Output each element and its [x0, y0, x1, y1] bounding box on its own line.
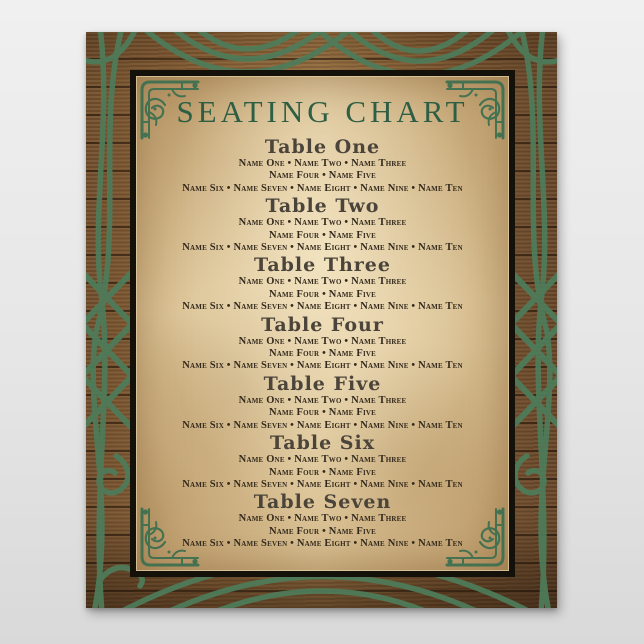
table-section — [136, 492, 509, 550]
table-names-line: Name Six • Name Seven • Name Eight • Name Nine • Name Ten — [182, 478, 463, 490]
table-names-line: Name Six • Name Seven • Name Eight • Name Nine • Name Ten — [182, 182, 463, 194]
table-names-line: Name One • Name Two • Name Three — [238, 276, 407, 288]
table-names-line: Name Six • Name Seven • Name Eight • Name Nine • Name Ten — [182, 242, 463, 254]
table-names-line: Name Four • Name Five — [268, 170, 377, 182]
table-section — [136, 255, 509, 313]
table-names-line: Name Six • Name Seven • Name Eight • Name Nine • Name Ten — [182, 360, 463, 372]
table-names-line: Name Four • Name Five — [268, 229, 377, 241]
table-section — [136, 137, 509, 195]
table-name: Table Six — [269, 432, 376, 455]
table-names-line: Name One • Name Two • Name Three — [238, 513, 407, 525]
table-section — [136, 433, 509, 491]
table-section — [136, 315, 509, 373]
table-names-line: Name One • Name Two • Name Three — [238, 454, 407, 466]
table-names-line: Name Four • Name Five — [268, 525, 377, 537]
table-names-line: Name Four • Name Five — [268, 348, 377, 360]
table-name: Table Two — [265, 195, 380, 218]
table-names-line: Name Six • Name Seven • Name Eight • Name Nine • Name Ten — [182, 538, 463, 550]
table-name: Table One — [264, 136, 381, 158]
table-names-line: Name Four • Name Five — [268, 288, 377, 300]
table-section — [136, 196, 509, 254]
table-name: Table Four — [261, 313, 384, 336]
table-names-line: Name Six • Name Seven • Name Eight • Name Nine • Name Ten — [182, 301, 463, 313]
table-name: Table Three — [254, 254, 391, 277]
page-title: SEATING CHART — [176, 94, 469, 129]
table-names-line: Name One • Name Two • Name Three — [238, 335, 407, 347]
chart-content — [136, 76, 509, 571]
table-names-line: Name Four • Name Five — [268, 466, 377, 478]
table-name: Table Five — [263, 372, 382, 395]
table-list — [136, 137, 509, 551]
table-names-line: Name Four • Name Five — [268, 407, 377, 419]
table-names-line: Name One • Name Two • Name Three — [238, 394, 407, 406]
parchment-panel — [130, 70, 515, 577]
table-names-line: Name One • Name Two • Name Three — [238, 158, 407, 169]
table-section — [136, 374, 509, 432]
table-names-line: Name One • Name Two • Name Three — [238, 217, 407, 229]
table-name: Table Seven — [253, 491, 392, 514]
table-names-line: Name Six • Name Seven • Name Eight • Name Nine • Name Ten — [182, 419, 463, 431]
seating-chart-poster — [86, 32, 557, 608]
